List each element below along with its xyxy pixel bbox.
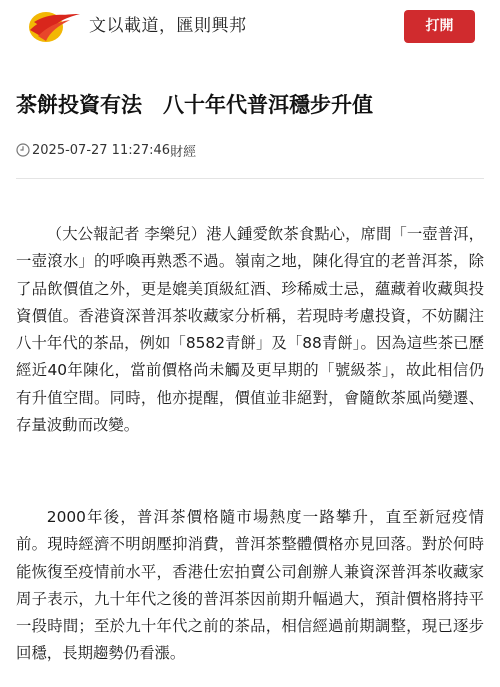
article-title: 茶餅投資有法 八十年代普洱穩步升值 xyxy=(16,93,373,117)
open-app-button[interactable]: 打開 xyxy=(404,10,475,43)
article-meta xyxy=(16,140,196,160)
top-bar xyxy=(0,0,500,54)
publish-timestamp: 2025-07-27 11:27:46 xyxy=(32,142,171,158)
divider xyxy=(16,178,484,179)
article-paragraph: （大公報記者 李樂兒）港人鍾愛飲茶食點心，席間「一壺普洱，一壺滾水」的呼喚再熟悉不過。嶺南之地，陳化得宜的老普洱茶，除了品飲價值之外，更是媲美頂級紅酒、珍稀威士忌，蘊藏着收藏與投資價值。香港資深普洱茶收藏家分析稱，若現時考慮投資，不妨關注八十年代的茶品，例如「8582青餅」及「88青餅」。因為這些茶已歷經近40年陳化，當前價格尚未觸及更早期的「號級茶」，故此相信仍有升值空間。同時，他亦提醒，價值並非絕對，會隨飲茶風尚變遷、存量波動而改變。 xyxy=(16,225,484,435)
article-category[interactable]: 財經 xyxy=(170,144,197,160)
article-paragraph: 2000年後，普洱茶價格隨市場熱度一路攀升，直至新冠疫情前。現時經濟不明朗壓抑消費，普洱茶整體價格亦見回落。對於何時能恢復至疫情前水平，香港仕宏拍賣公司創辦人兼資深普洱茶收藏家周子表示，九十年代之後的普洱茶因前期升幅過大，預計價格將持平一段時間；至於九十年代之前的茶品，相信經過前期調整，現已逐步回穩，長期趨勢仍看漲。 xyxy=(16,508,484,663)
clock-icon xyxy=(16,143,30,157)
ta-kung-pao-logo-icon[interactable] xyxy=(24,8,82,44)
site-slogan: 文以載道，匯則興邦 xyxy=(89,16,247,36)
